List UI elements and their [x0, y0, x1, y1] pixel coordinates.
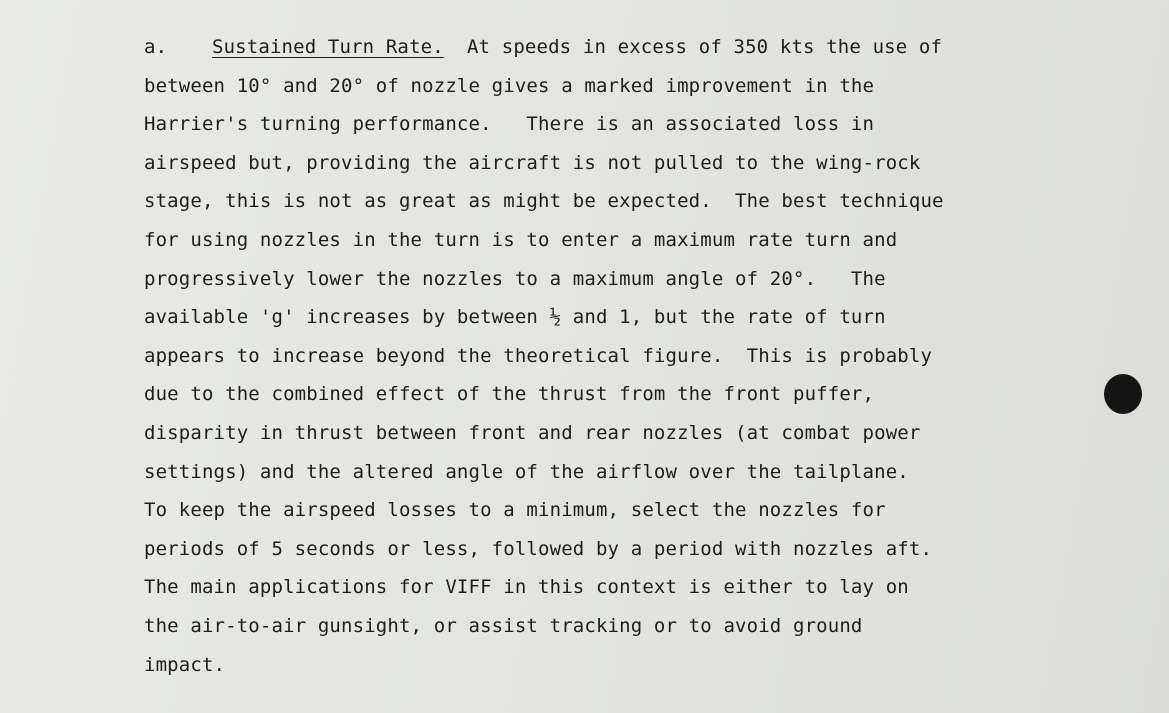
text-line: for using nozzles in the turn is to enter a maximum rate turn and — [144, 228, 898, 251]
text-line-1 — [144, 28, 1044, 67]
text-line: Harrier's turning performance. There is an associated loss in — [144, 113, 875, 136]
text-line: progressively lower the nozzles to a maximum angle of 20°. The — [144, 267, 886, 290]
text-line: stage, this is not as great as might be expected. The best technique — [144, 190, 944, 213]
text-line: To keep the airspeed losses to a minimum, select the nozzles for — [144, 499, 886, 522]
paragraph-label: a. — [144, 36, 168, 58]
text-line-1-rest: At speeds in excess of 350 kts the use of — [443, 36, 943, 58]
text-line: available 'g' increases by between ½ and 1, but the rate of turn — [144, 306, 886, 329]
text-line: appears to increase beyond the theoretical figure. This is probably — [144, 344, 933, 367]
text-line: disparity in thrust between front and rear nozzles (at combat power — [144, 421, 921, 444]
text-line: impact. — [144, 653, 226, 676]
text-line: the air-to-air gunsight, or assist tracking or to avoid ground — [144, 614, 863, 637]
text-line: The main applications for VIFF in this context is either to lay on — [144, 576, 909, 599]
punch-hole — [1104, 374, 1142, 414]
text-line: periods of 5 seconds or less, followed by a period with nozzles aft. — [144, 537, 933, 560]
paragraph-heading: Sustained Turn Rate. — [212, 36, 444, 58]
text-line: due to the combined effect of the thrust from the front puffer, — [144, 383, 875, 406]
text-line: settings) and the altered angle of the airflow over the tailplane. — [144, 460, 909, 483]
paragraph-a — [144, 28, 1044, 684]
text-line: between 10° and 20° of nozzle gives a marked improvement in the — [144, 74, 875, 97]
text-line: airspeed but, providing the aircraft is not pulled to the wing-rock — [144, 151, 921, 174]
